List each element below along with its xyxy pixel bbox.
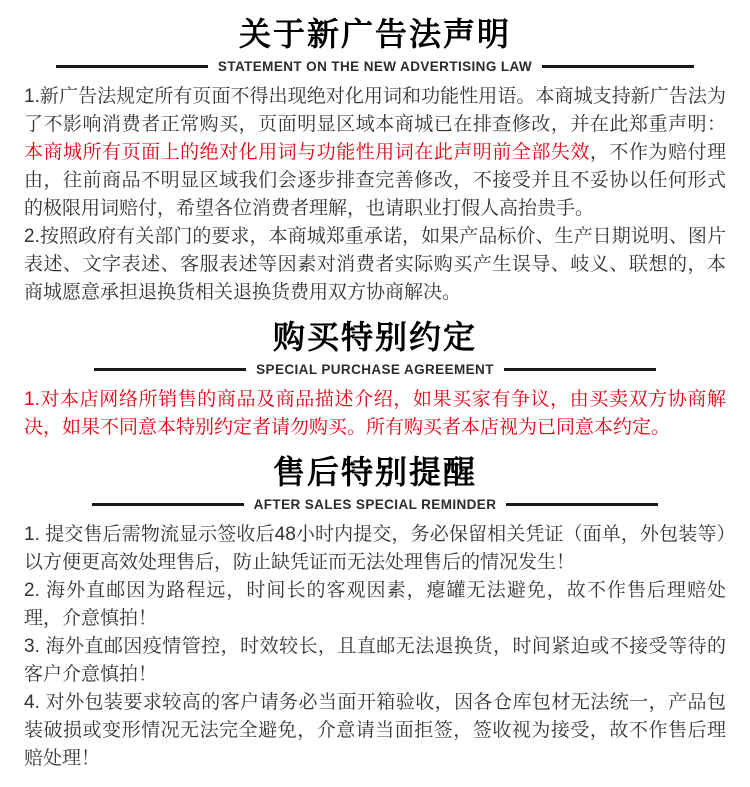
paragraph [24,577,726,633]
text-segment: 本商城所有页面上的绝对化用词与功能性用词在此声明前全部失效 [24,142,590,163]
paragraph [24,83,726,223]
section-advertising-law-statement [0,14,750,307]
divider-line-left [56,65,208,68]
text-segment: 2. 海外直邮因为路程远，时间长的客观因素，瘪罐无法避免，故不作售后理赔处理，介意慎拍！ [24,580,726,629]
text-segment: 1.对本店网络所销售的商品及商品描述介绍，如果买家有争议，由买卖双方协商解决，如果不同意本特别约定者请勿购买。所有购买者本店视为已同意本约定。 [24,389,726,438]
text-segment: 2.按照政府有关部门的要求，本商城郑重承诺，如果产品标价、生产日期说明、图片表述、文字表述、客服表述等因素对消费者实际购买产生误导、岐义、联想的，本商城愿意承担退换货相关退换货费用双方协商解决。 [24,226,726,303]
section-title: 购买特别约定 [272,319,477,355]
text-segment: 1.新广告法规定所有页面不得出现绝对化用词和功能性用语。本商城支持新广告法为了不影响消费者正常购买，页面明显区域本商城已在排查修改，并在此郑重声明： [24,86,726,135]
section-subtitle-divider [0,495,750,513]
text-segment: 1. 提交售后需物流显示签收后48小时内提交，务必保留相关凭证（面单，外包装等）以方便更高效处理售后，防止缺凭证而无法处理售后的情况发生！ [24,524,726,573]
section-subtitle-divider [0,57,750,75]
paragraph [24,386,726,442]
section-subtitle: STATEMENT ON THE NEW ADVERTISING LAW [217,58,533,74]
divider-line-right [504,368,656,371]
section-subtitle-divider [0,360,750,378]
divider-line-right [542,65,694,68]
text-segment: ，不作为赔付理由，往前商品不明显区域我们会逐步排查完善修改，不接受并且不妥协以任何形式的极限用词赔付，希望各位消费者理解，也请职业打假人高抬贵手。 [24,142,726,219]
paragraph [24,223,726,307]
text-segment: 3. 海外直邮因疫情管控，时效较长，且直邮无法退换货，时间紧迫或不接受等待的客户介意慎拍！ [24,636,726,685]
divider-line-left [94,368,246,371]
section-body [0,378,750,442]
section-body [0,75,750,307]
section-subtitle: AFTER SALES SPECIAL REMINDER [253,496,497,512]
section-subtitle: SPECIAL PURCHASE AGREEMENT [256,361,494,377]
paragraph [24,689,726,773]
paragraph [24,521,726,577]
paragraph [24,633,726,689]
section-body [0,513,750,773]
divider-line-left [92,503,244,506]
section-after-sales-special-reminder [0,452,750,773]
section-special-purchase-agreement [0,317,750,442]
text-segment: 4. 对外包装要求较高的客户请务必当面开箱验收，因各仓库包材无法统一，产品包装破损或变形情况无法完全避免，介意请当面拒签，签收视为接受，故不作售后理赔处理！ [24,692,726,769]
section-title: 关于新广告法声明 [238,16,511,52]
divider-line-right [506,503,658,506]
section-title: 售后特别提醒 [272,454,477,490]
